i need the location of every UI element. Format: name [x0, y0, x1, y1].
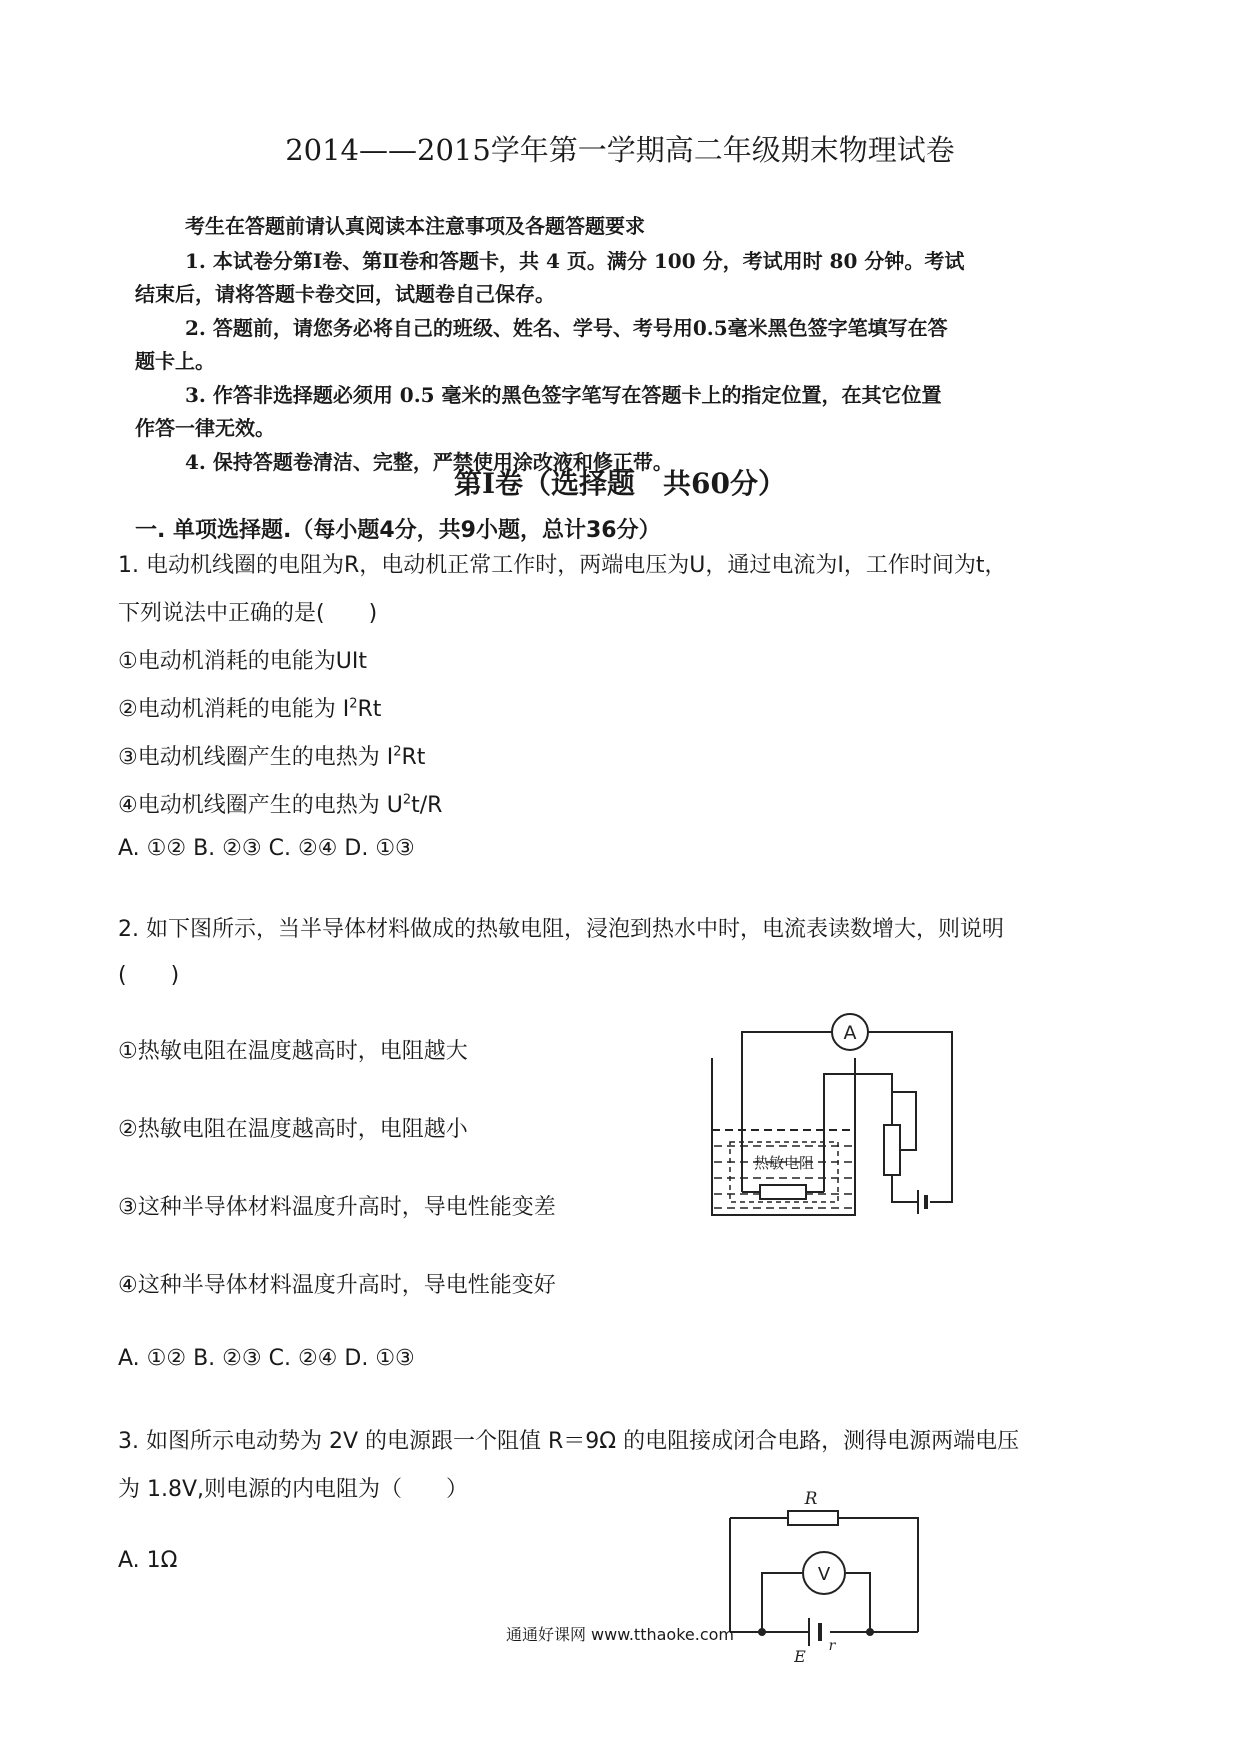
rheostat-slider [892, 1092, 916, 1150]
notice-line: 3. 作答非选择题必须用 0.5 毫米的黑色签字笔写在答题卡上的指定位置，在其它位置 [185, 383, 942, 407]
q3-option-a: A. 1Ω [118, 1548, 178, 1573]
ammeter-label: A [843, 1022, 857, 1044]
emf-label: E [794, 1647, 806, 1665]
wire-top-right [868, 1032, 952, 1202]
resistor-label: R [804, 1490, 818, 1509]
q1-option-4-exponent: 2 [402, 792, 412, 808]
wire-thermistor-right [824, 1074, 892, 1192]
notice-line: 2. 答题前，请您务必将自己的班级、姓名、学号、考号用0.5毫米黑色签字笔填写在答 [185, 316, 948, 340]
part-heading: 一. 单项选择题.（每小题4分，共9小题，总计36分） [135, 518, 661, 543]
notice-line: 作答一律无效。 [135, 416, 275, 440]
q1-option-3-text: ③电动机线圈产生的电热为 I [118, 745, 394, 770]
q1-option-2-tail: Rt [357, 697, 382, 722]
thermistor [760, 1185, 806, 1199]
q1-option-3-exponent: 2 [393, 744, 402, 760]
q1-option-2-exponent: 2 [349, 696, 358, 712]
q1-option-4 [118, 788, 442, 819]
q2-option-1: ①热敏电阻在温度越高时，电阻越大 [118, 1039, 468, 1064]
voltmeter-label: V [817, 1564, 831, 1585]
thermistor-label: 热敏电阻 [753, 1154, 815, 1172]
q1-option-1: ①电动机消耗的电能为UIt [118, 649, 367, 674]
notice-line: 结束后，请将答题卡卷交回，试题卷自己保存。 [135, 282, 555, 306]
q1-answer-choices: A. ①② B. ②③ C. ②④ D. ①③ [118, 836, 415, 861]
notice-line: 4. 保持答题卷清洁、完整，严禁使用涂改液和修正带。 [185, 450, 673, 474]
q2-option-4: ④这种半导体材料温度升高时，导电性能变好 [118, 1273, 556, 1298]
q1-option-3-tail: Rt [401, 745, 426, 770]
q2-stem: 2. 如下图所示，当半导体材料做成的热敏电阻，浸泡到热水中时，电流表读数增大，则说明 [118, 917, 1004, 942]
notice-heading: 考生在答题前请认真阅读本注意事项及各题答题要求 [185, 214, 645, 238]
q1-option-4-text: ④电动机线圈产生的电热为 U [118, 793, 403, 818]
q1-option-3 [118, 740, 425, 771]
q2-stem-cont: ( ) [118, 963, 180, 988]
q1-option-2-text: ②电动机消耗的电能为 I [118, 697, 350, 722]
q3-stem: 3. 如图所示电动势为 2V 的电源跟一个阻值 R＝9Ω 的电阻接成闭合电路，测得电源两端电压 [118, 1429, 1020, 1454]
q1-option-2 [118, 692, 381, 723]
wire-rheostat-battery [892, 1175, 918, 1202]
q1-stem: 1. 电动机线圈的电阻为R，电动机正常工作时，两端电压为U，通过电流为I，工作时间为t， [118, 553, 1007, 578]
q2-answer-choices: A. ①② B. ②③ C. ②④ D. ①③ [118, 1346, 415, 1371]
internal-resistance-label: r [828, 1638, 836, 1654]
q3-stem-cont: 为 1.8V,则电源的内电阻为（ ） [118, 1477, 469, 1502]
exam-title: 2014——2015学年第一学期高二年级期末物理试卷 [285, 133, 955, 167]
section-title: 第Ⅰ卷（选择题 共60分） [453, 467, 787, 500]
page-footer: 通通好课网 www.tthaoke.com [505, 1625, 735, 1644]
resistor-r [788, 1511, 838, 1525]
notice-line: 1. 本试卷分第Ⅰ卷、第Ⅱ卷和答题卡，共 4 页。满分 100 分，考试用时 80 分钟。考试 [185, 249, 965, 273]
notice-line: 题卡上。 [135, 349, 215, 373]
q1-stem-cont: 下列说法中正确的是( ) [118, 601, 378, 626]
q1-option-4-tail: t/R [411, 793, 443, 818]
q2-option-3: ③这种半导体材料温度升高时，导电性能变差 [118, 1195, 556, 1220]
q2-option-2: ②热敏电阻在温度越高时，电阻越小 [118, 1117, 468, 1142]
thermistor-circuit-diagram [700, 1010, 970, 1225]
rheostat [884, 1125, 900, 1175]
